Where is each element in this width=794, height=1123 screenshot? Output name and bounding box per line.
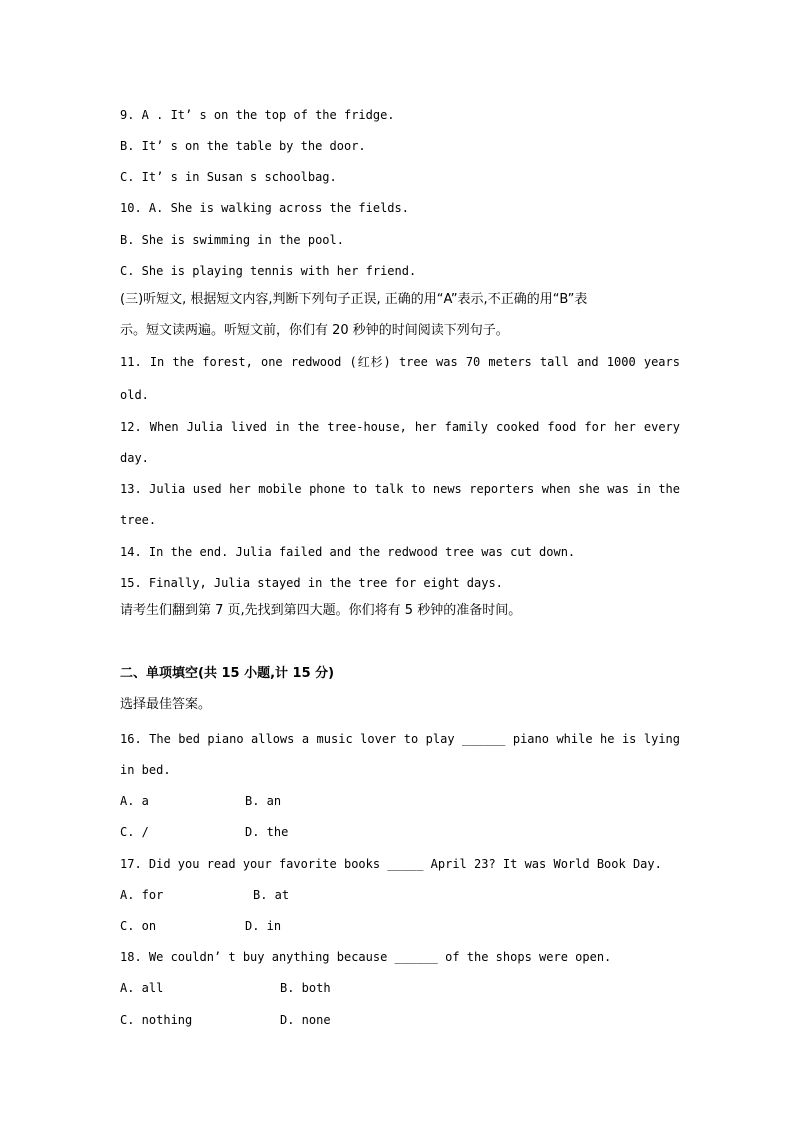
q16-line1: 16. The bed piano allows a music lover to play ______ piano while he is lying bbox=[120, 732, 680, 746]
q17-option-c: C. on bbox=[120, 919, 157, 933]
q17-stem: 17. Did you read your favorite books _____ April 23? It was World Book Day. bbox=[120, 857, 662, 871]
q18-stem: 18. We couldn’ t buy anything because ______ of the shops were open. bbox=[120, 950, 612, 964]
q12-line2: day. bbox=[120, 451, 149, 465]
section2-instruction: 选择最佳答案。 bbox=[120, 697, 212, 712]
q18-option-d: D. none bbox=[280, 1013, 331, 1027]
q18-option-b: B. both bbox=[280, 981, 331, 995]
q16-option-a: A. a bbox=[120, 794, 149, 808]
q16-option-d: D. the bbox=[245, 825, 289, 839]
q16-line2: in bed. bbox=[120, 763, 171, 777]
turn-page-note: 请考生们翻到第 7 页,先找到第四大题。你们将有 5 秒钟的准备时间。 bbox=[120, 603, 522, 618]
q14: 14. In the end. Julia failed and the redwood tree was cut down. bbox=[120, 545, 576, 559]
q10-option-c: C. She is playing tennis with her friend. bbox=[120, 264, 417, 278]
q9-option-c: C. It’ s in Susan s schoolbag. bbox=[120, 170, 337, 184]
q9-option-b: B. It’ s on the table by the door. bbox=[120, 139, 366, 153]
q10-option-b: B. She is swimming in the pool. bbox=[120, 233, 344, 247]
q12-line1: 12. When Julia lived in the tree-house, her family cooked food for her every bbox=[120, 420, 680, 434]
q17-option-b: B. at bbox=[253, 888, 290, 902]
q15: 15. Finally, Julia stayed in the tree for eight days. bbox=[120, 576, 503, 590]
q17-option-d: D. in bbox=[245, 919, 282, 933]
q11-line1: 11. In the forest, one redwood (红杉) tree was 70 meters tall and 1000 years bbox=[120, 355, 680, 369]
section-c-instructions-line1: (三)听短文, 根据短文内容,判断下列句子正误, 正确的用“A”表示,不正确的用“B”表 bbox=[120, 292, 588, 307]
q16-option-b: B. an bbox=[245, 794, 282, 808]
q16-option-c: C. / bbox=[120, 825, 149, 839]
q9-option-a: 9. A . It’ s on the top of the fridge. bbox=[120, 108, 395, 122]
q11-line2: old. bbox=[120, 388, 149, 402]
q13-line2: tree. bbox=[120, 513, 157, 527]
q10-option-a: 10. A. She is walking across the fields. bbox=[120, 201, 409, 215]
q13-line1: 13. Julia used her mobile phone to talk to news reporters when she was in the bbox=[120, 482, 680, 496]
section2-heading: 二、单项填空(共 15 小题,计 15 分) bbox=[120, 666, 335, 681]
q17-option-a: A. for bbox=[120, 888, 164, 902]
q18-option-a: A. all bbox=[120, 981, 164, 995]
section-c-instructions-line2: 示。短文读两遍。听短文前，你们有 20 秒钟的时间阅读下列句子。 bbox=[120, 323, 509, 338]
q18-option-c: C. nothing bbox=[120, 1013, 193, 1027]
